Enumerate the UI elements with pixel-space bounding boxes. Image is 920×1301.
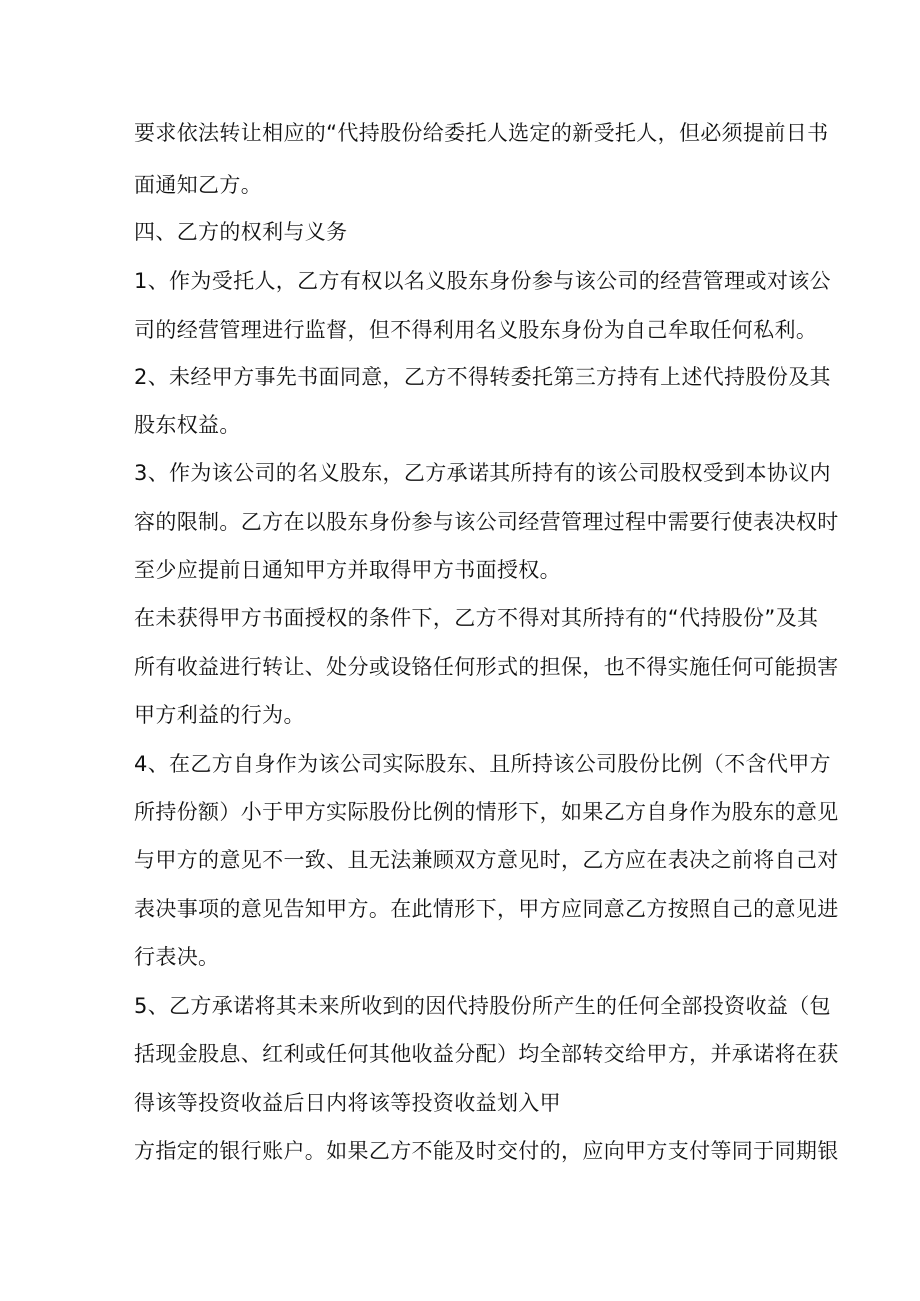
paragraph-line: 司的经营管理进行监督，但不得利用名义股东身份为自己牟取任何私利。 <box>134 318 818 342</box>
paragraph-line: 甲方利益的行为。 <box>134 703 305 727</box>
paragraph-line: 所持份额）小于甲方实际股份比例的情形下，如果乙方自身作为股东的意见 <box>134 800 839 824</box>
section-heading: 四、乙方的权利与义务 <box>134 220 348 244</box>
paragraph-line: 在未获得甲方书面授权的条件下，乙方不得对其所持有的“代持股份”及其 <box>134 606 819 630</box>
paragraph-line: 括现金股息、红利或任何其他收益分配）均全部转交给甲方，并承诺将在获 <box>134 1042 839 1066</box>
paragraph-line: 面通知乙方。 <box>134 173 263 197</box>
paragraph-line: 得该等投资收益后日内将该等投资收益划入甲 <box>134 1091 561 1115</box>
paragraph-line: 方指定的银行账户。如果乙方不能及时交付的，应向甲方支付等同于同期银 <box>134 1139 839 1163</box>
paragraph-line: 所有收益进行转让、处分或设铬任何形式的担保，也不得实施任何可能损害 <box>134 655 839 679</box>
paragraph-line: 股东权益。 <box>134 413 241 437</box>
paragraph-line: 3、作为该公司的名义股东，乙方承诺其所持有的该公司股权受到本协议内 <box>134 461 831 485</box>
paragraph-line: 5、乙方承诺将其未来所收到的因代持股份所产生的任何全部投资收益（包 <box>134 994 831 1018</box>
paragraph-line: 2、未经甲方事先书面同意，乙方不得转委托第三方持有上述代持股份及其 <box>134 365 831 389</box>
paragraph-line: 行表决。 <box>134 945 220 969</box>
paragraph-line: 1、作为受托人，乙方有权以名义股东身份参与该公司的经营管理或对该公 <box>134 269 831 293</box>
paragraph-line: 表决事项的意见告知甲方。在此情形下，甲方应同意乙方按照自己的意见进 <box>134 897 839 921</box>
paragraph-line: 容的限制。乙方在以股东身份参与该公司经营管理过程中需要行使表决权时 <box>134 510 839 534</box>
paragraph-line: 要求依法转让相应的“代持股份给委托人选定的新受托人，但必须提前日书 <box>134 121 829 145</box>
paragraph-line: 至少应提前日通知甲方并取得甲方书面授权。 <box>134 558 561 582</box>
paragraph-line: 与甲方的意见不一致、且无法兼顾双方意见时，乙方应在表决之前将自己对 <box>134 848 839 872</box>
paragraph-line: 4、在乙方自身作为该公司实际股东、且所持该公司股份比例（不含代甲方 <box>134 752 831 776</box>
